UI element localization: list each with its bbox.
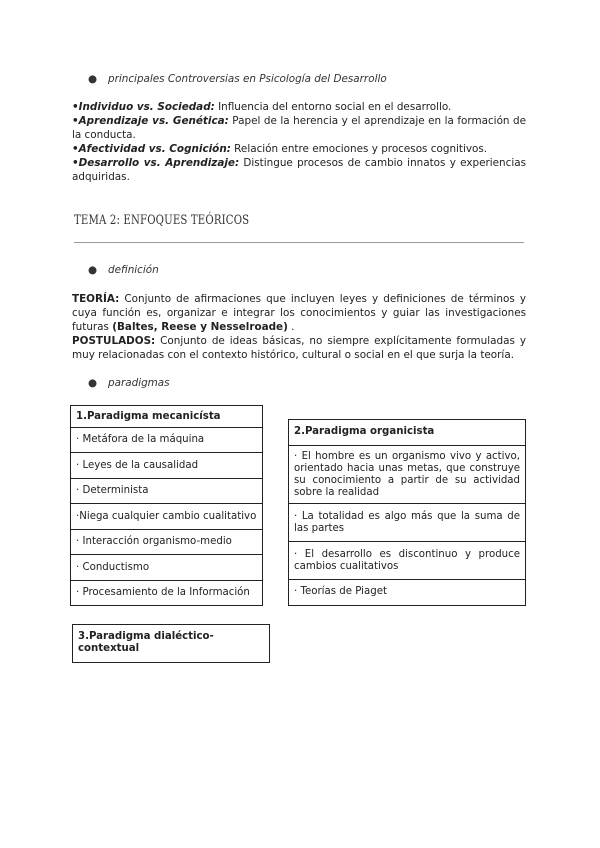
bullet-controversias-text: principales Controversias en Psicología del Desarrollo [108, 73, 387, 85]
bullet-dot: ● [88, 377, 98, 389]
table-row: · Teorías de Piaget [289, 579, 525, 605]
table-row: · La totalidad es algo más que la suma de las partes [289, 503, 525, 541]
definiciones-paragraph [72, 292, 526, 362]
table-row: · El desarrollo es discontinuo y produce cambios cualitativos [289, 541, 525, 579]
controversias-list [72, 100, 526, 184]
controversia-label: •Desarrollo vs. Aprendizaje: [72, 157, 240, 169]
teoria-citation: (Baltes, Reese y Nesselroade) [112, 321, 288, 333]
table-header: 3.Paradigma dialéctico- contextual [78, 631, 214, 654]
table-row: · Leyes de la causalidad [71, 452, 262, 478]
controversia-text: Distingue procesos de cambio innatos y experiencias adquiridas. [72, 157, 526, 183]
controversia-text: Papel de la herencia y el aprendizaje en la formación de la conducta. [72, 115, 527, 141]
paradigma-dialectico-table [72, 624, 270, 663]
controversia-label: •Afectividad vs. Cognición: [72, 143, 231, 155]
paradigma-organicista-table [288, 419, 526, 606]
teoria-label: TEORÍA: [72, 293, 120, 305]
table-row: · Interacción organismo-medio [71, 529, 262, 554]
bullet-paradigmas-text: paradigmas [108, 377, 170, 389]
controversia-label: •Individuo vs. Sociedad: [72, 101, 215, 113]
controversia-label: •Aprendizaje vs. Genética: [72, 115, 229, 127]
bullet-dot: ● [88, 73, 98, 85]
postulados-text: Conjunto de ideas básicas, no siempre explícitamente formuladas y muy relacionadas con el contexto histórico, cultural o social en el que surja la teoría. [72, 335, 526, 361]
paradigma-mecanicista-table [70, 405, 263, 606]
table-header: 2.Paradigma organicista [294, 426, 435, 437]
bullet-definicion-text: definición [108, 264, 159, 276]
heading-divider [74, 242, 524, 243]
table-row: · Procesamiento de la Información [71, 580, 262, 605]
teoria-text: Conjunto de afirmaciones que incluyen leyes y definiciones de términos y cuya función es, organizar e integrar los conocimientos y guiar las investigaciones futuras [72, 293, 526, 333]
tema2-heading: TEMA 2: ENFOQUES TEÓRICOS [74, 213, 250, 228]
teoria-end: . [287, 321, 295, 333]
controversia-item [72, 156, 526, 184]
controversia-item [72, 100, 526, 114]
controversia-item [72, 114, 526, 142]
postulados-paragraph [72, 334, 526, 362]
controversia-text: Influencia del entorno social en el desarrollo. [214, 101, 452, 113]
table-row: · Metáfora de la máquina [71, 427, 262, 452]
controversia-text: Relación entre emociones y procesos cognitivos. [230, 143, 488, 155]
postulados-label: POSTULADOS: [72, 335, 156, 347]
table-header: 1.Paradigma mecanicísta [76, 411, 221, 422]
teoria-paragraph [72, 292, 526, 334]
table-row: · El hombre es un organismo vivo y activo, orientado hacia unas metas, que construye su conocimiento a partir de su actividad sobre la realidad [289, 445, 525, 503]
controversia-item [72, 142, 526, 156]
table-row: · Determinista [71, 478, 262, 503]
table-row: · Conductismo [71, 554, 262, 580]
table-row: ·Niega cualquier cambio cualitativo [71, 503, 262, 529]
bullet-dot: ● [88, 264, 98, 276]
